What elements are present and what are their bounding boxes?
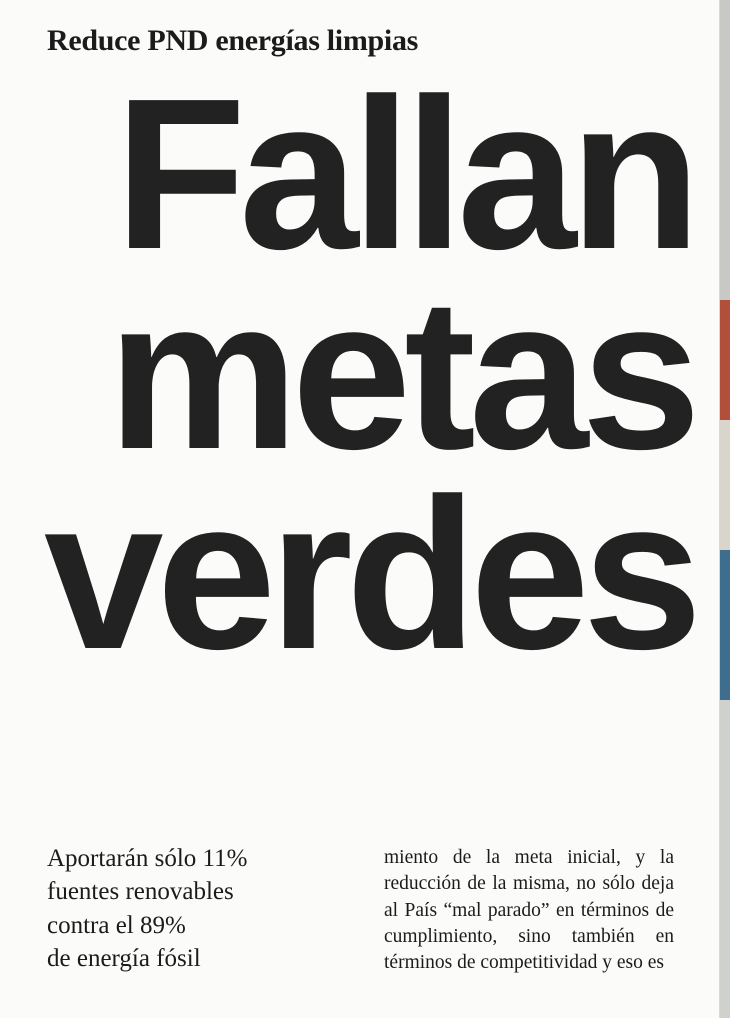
deck-line-3: contra el 89% [47, 911, 186, 939]
deck-line-4: de energía fósil [47, 944, 201, 972]
strip-band-2 [720, 300, 730, 420]
article-headline [44, 53, 696, 694]
headline-line-1: Fallan [114, 53, 694, 294]
deck-line-1: Aportarán sólo 11% [47, 845, 248, 872]
strip-band-3 [720, 420, 730, 550]
article-container [44, 0, 694, 1018]
strip-band-5 [720, 700, 730, 1018]
headline-line-3: verdes [44, 452, 696, 694]
article-deck [47, 842, 347, 975]
article-kicker: Reduce PND energías limpias [47, 24, 419, 57]
strip-band-4 [720, 550, 730, 700]
article-body-column [384, 845, 674, 977]
strip-band-1 [720, 0, 730, 300]
body-paragraph: miento de la meta inicial, y la reducción de la misma, no sólo deja al País “mal parado” en términos de cumplimiento, sino también en términos de competitividad y eso es [384, 847, 674, 974]
headline-line-2: metas [107, 252, 694, 494]
deck-line-2: fuentes renovables [47, 878, 234, 906]
adjacent-page-strip [719, 0, 730, 1018]
